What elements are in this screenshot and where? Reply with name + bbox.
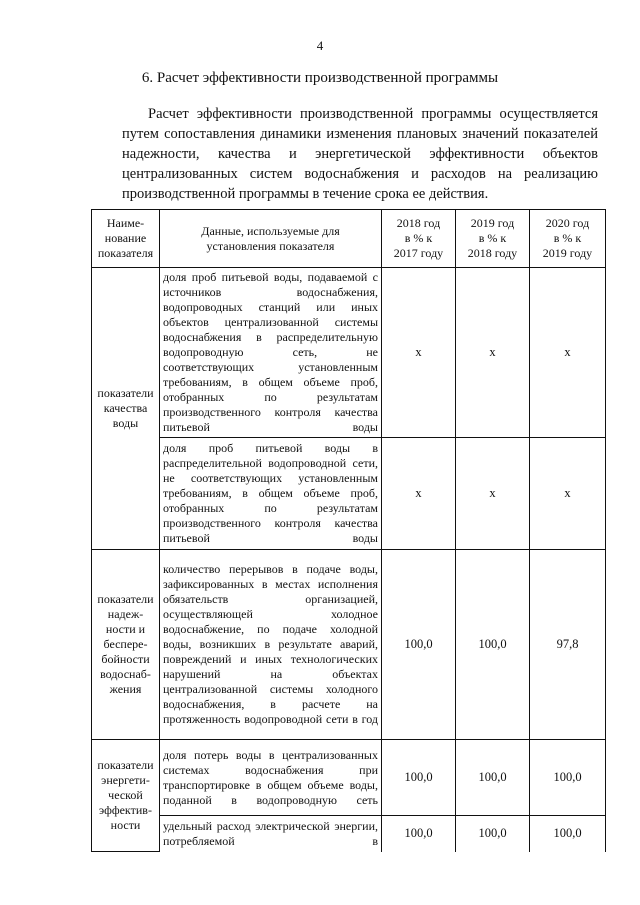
value-2018: x [382, 268, 456, 438]
value-2019: x [456, 268, 530, 438]
table-row [92, 268, 606, 438]
value-2018: 100,0 [382, 550, 456, 740]
value-2020: 100,0 [530, 740, 606, 816]
section-title: 6. Расчет эффективности производственной программы [141, 70, 499, 86]
efficiency-table [91, 209, 606, 852]
table-row [92, 438, 606, 550]
value-2020: x [530, 438, 606, 550]
header-data: Данные, используемые для установления показателя [160, 210, 382, 268]
value-2020: x [530, 268, 606, 438]
value-2019: 100,0 [456, 816, 530, 852]
value-2019: 100,0 [456, 740, 530, 816]
table-row [92, 740, 606, 816]
table-row [92, 550, 606, 740]
value-2019: x [456, 438, 530, 550]
value-2018: 100,0 [382, 816, 456, 852]
intro-paragraph: Расчет эффективности производственной программы осуществляется путем сопоставления динамики изменения плановых значений показателей надежности, качества и энергетической эффективности объектов централизованных систем водоснабжения и расходов на реализацию производственной программы в течение срока ее действия. [122, 106, 598, 202]
data-description: количество перерывов в подаче воды, зафиксированных в местах исполнения обязательств организацией, осуществляющей холодное водоснабжение, по подаче холодной воды, возникших в результате аварий, повреждений и иных технологических нарушений на объектах централизованной системы холодного водоснабжения, в расчете на протяженность водопроводной сети в год [160, 550, 382, 740]
indicator-reliability: показатели надеж- ности и беспере- бойности водоснаб- жения [92, 550, 160, 740]
table-row [92, 816, 606, 852]
value-2020: 97,8 [530, 550, 606, 740]
data-description: доля проб питьевой воды, подаваемой с источников водоснабжения, водопроводных станций или иных объектов централизованной системы водоснабжения в распределительную водопроводную сеть, не соответствующих установленным требованиям, в общем объеме проб, отобранных по результатам производственного контроля качества питьевой воды [160, 268, 382, 438]
header-2019: 2019 год в % к 2018 году [456, 210, 530, 268]
data-description: удельный расход электрической энергии, потребляемой в [160, 816, 382, 852]
indicator-quality: показатели качества воды [92, 268, 160, 550]
value-2020: 100,0 [530, 816, 606, 852]
header-2020: 2020 год в % к 2019 году [530, 210, 606, 268]
data-description: доля проб питьевой воды в распределительной водопроводной сети, не соответствующих установленным требованиям, в общем объеме проб, отобранных по результатам производственного контроля качества питьевой воды [160, 438, 382, 550]
header-indicator: Наиме- нование показателя [92, 210, 160, 268]
value-2018: x [382, 438, 456, 550]
header-2018: 2018 год в % к 2017 году [382, 210, 456, 268]
value-2018: 100,0 [382, 740, 456, 816]
page-number: 4 [316, 38, 324, 53]
table-header-row [92, 210, 606, 268]
value-2019: 100,0 [456, 550, 530, 740]
indicator-energy-efficiency: показатели энергети- ческой эффектив- ности [92, 740, 160, 852]
data-description: доля потерь воды в централизованных системах водоснабжения при транспортировке в общем объеме воды, поданной в водопроводную сеть [160, 740, 382, 816]
